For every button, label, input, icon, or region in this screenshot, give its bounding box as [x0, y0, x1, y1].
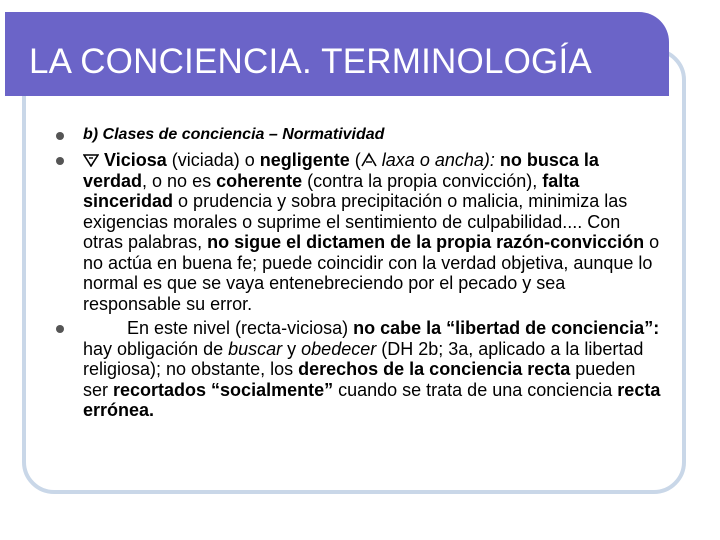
emphasis-segment: falta sinceridad [83, 170, 580, 211]
text-segment: pueden ser [83, 359, 636, 400]
text-segment: o no actúa en buena fe; puede coincidir con la verdad objetiva, aunque lo normal es que se vaya entenebreciendo por el pecado y sea responsable su error. [83, 232, 660, 314]
arrow-icon [361, 150, 377, 171]
italic-segment: buscar [228, 338, 283, 359]
bullet-dot-icon [56, 157, 64, 165]
bullet-item-viciosa [52, 150, 662, 314]
text-segment: ( [349, 150, 361, 170]
emphasis-segment: no cabe la “libertad de conciencia”: [353, 318, 660, 338]
italic-segment: obedecer [301, 338, 377, 359]
text-segment: (contra la propia convicción), [302, 170, 543, 191]
slide-content [52, 124, 662, 421]
item-text: b) Clases de conciencia – Normatividad [83, 126, 385, 143]
text-segment: hay obligación de [83, 338, 229, 359]
emphasis-segment: coherente [216, 170, 303, 191]
bullet-item-libertad [52, 318, 662, 421]
term-negligente: negligente [259, 150, 350, 170]
text-segment: (viciada) o [166, 150, 260, 170]
bullet-dot-icon [56, 325, 64, 333]
term-viciosa: Viciosa [104, 150, 167, 170]
text-segment: (DH 2b; 3a, aplicado a la libertad religiosa); no obstante, los [83, 338, 644, 379]
pointing-hand-icon [83, 150, 99, 171]
text-segment: y [282, 338, 302, 359]
text-segment: , o no es [142, 170, 217, 191]
text-segment: o prudencia y sobra precipitación o malicia, minimiza las exigencias morales o suprime el sentimiento de culpabilidad.... Con otras palabras, [83, 191, 628, 252]
text-segment: laxa o ancha): [376, 150, 500, 170]
emphasis-segment: no busca la verdad [83, 150, 599, 191]
bullet-dot-icon [56, 132, 64, 140]
emphasis-segment: derechos de la conciencia recta [298, 359, 571, 379]
title-bar [5, 12, 669, 96]
bullet-item-normatividad [52, 124, 662, 146]
text-segment: En este nivel (recta-viciosa) [127, 318, 354, 338]
emphasis-segment: recta errónea. [83, 379, 661, 420]
emphasis-segment: no sigue el dictamen de la propia razón-convicción [207, 232, 645, 252]
title-underline [29, 106, 643, 110]
slide-title: LA CONCIENCIA. TERMINOLOGÍA [29, 42, 592, 81]
emphasis-segment: recortados “socialmente” [113, 379, 334, 400]
text-segment: cuando se trata de una conciencia [333, 379, 618, 400]
